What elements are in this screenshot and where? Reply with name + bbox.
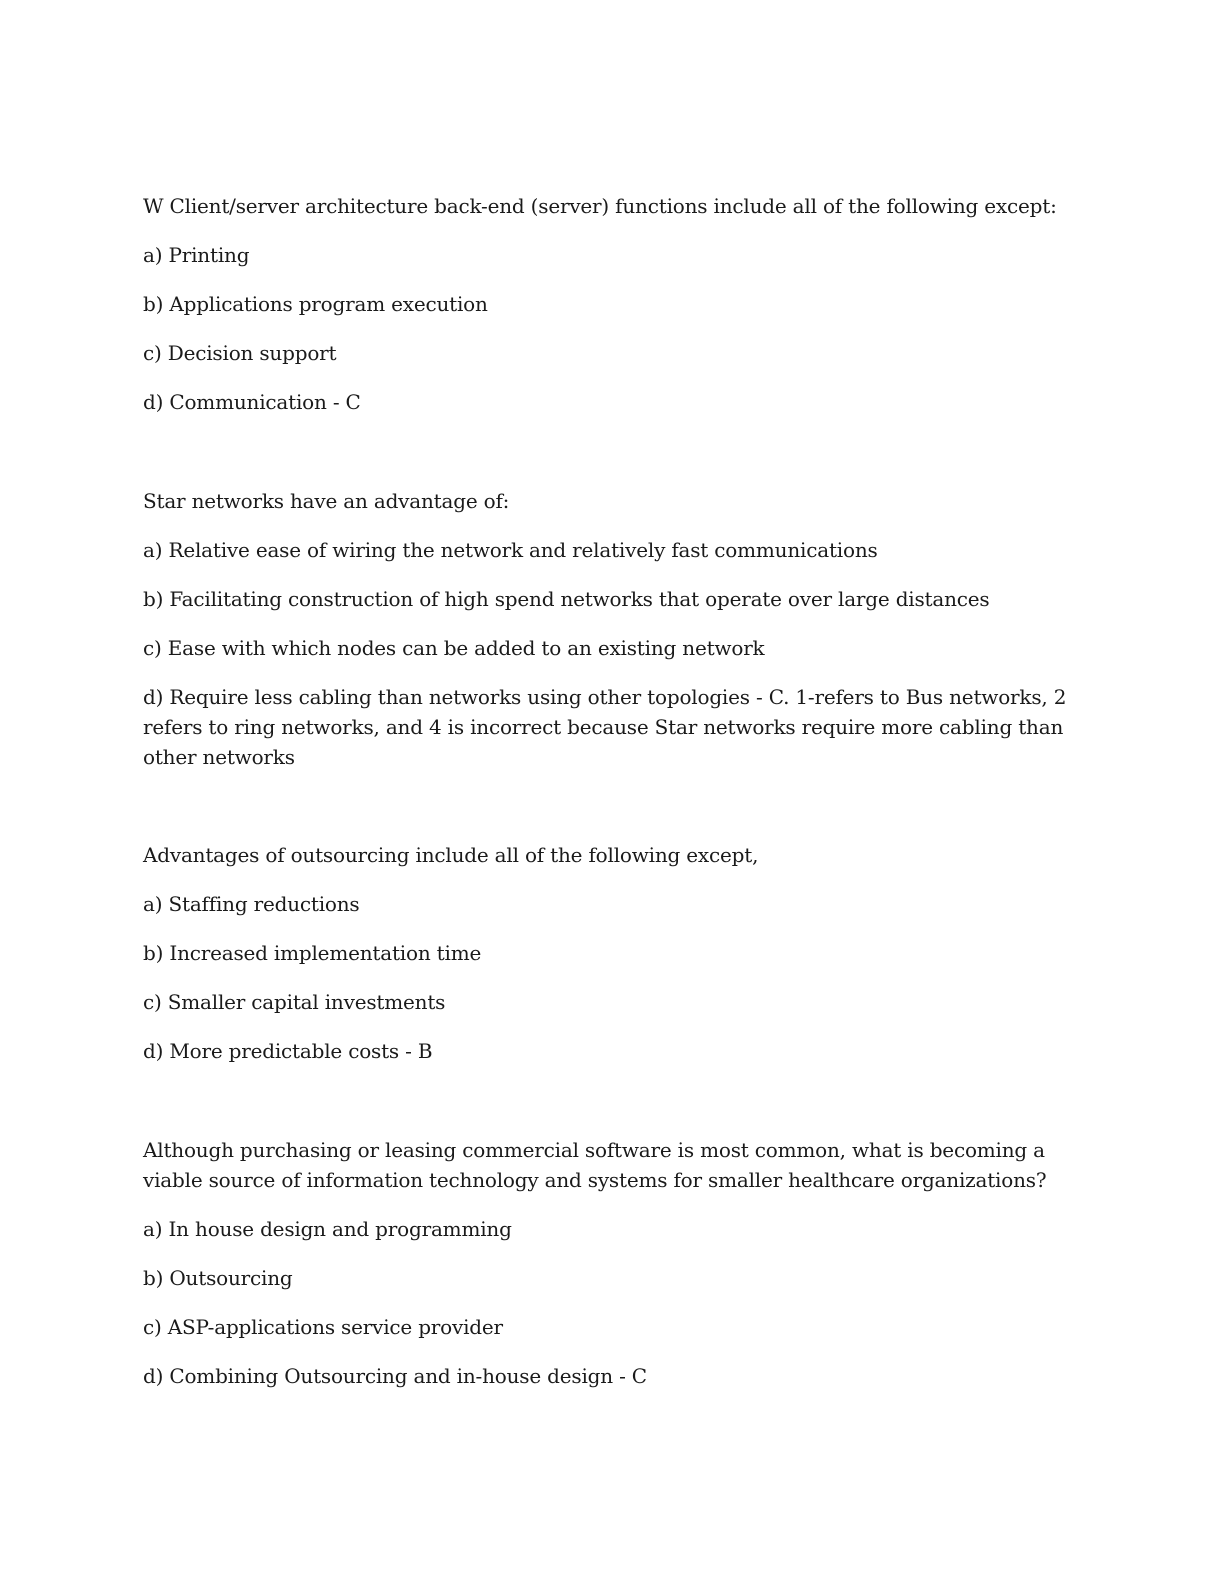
question-block-4 <box>143 1135 1073 1391</box>
answer-option-a: a) Relative ease of wiring the network and relatively fast communications <box>143 538 878 562</box>
answer-option-a: a) Printing <box>143 243 250 267</box>
answer-option-b: b) Facilitating construction of high spend networks that operate over large distances <box>143 587 990 611</box>
question-text: Advantages of outsourcing include all of the following except, <box>143 843 759 867</box>
answer-option-c: c) ASP-applications service provider <box>143 1315 503 1339</box>
answer-option-a: a) In house design and programming <box>143 1217 512 1241</box>
answer-option-d: d) Require less cabling than networks using other topologies - C. 1-refers to Bus networks, 2 refers to ring networks, and 4 is incorrect because Star networks require more cabling than other networks <box>143 685 1067 769</box>
answer-option-d: d) More predictable costs - B <box>143 1039 433 1063</box>
answer-option-d: d) Communication - C <box>143 390 361 414</box>
answer-option-a: a) Staffing reductions <box>143 892 360 916</box>
question-block-2 <box>143 486 1073 772</box>
answer-option-b: b) Applications program execution <box>143 292 488 316</box>
answer-option-c: c) Ease with which nodes can be added to an existing network <box>143 636 765 660</box>
answer-option-b: b) Increased implementation time <box>143 941 482 965</box>
answer-option-c: c) Decision support <box>143 341 337 365</box>
answer-option-d: d) Combining Outsourcing and in-house design - C <box>143 1364 647 1388</box>
question-text: W Client/server architecture back-end (server) functions include all of the following except: <box>143 194 1057 218</box>
question-text: Although purchasing or leasing commercial software is most common, what is becoming a viable source of information technology and systems for smaller healthcare organizations? <box>143 1138 1047 1192</box>
answer-option-c: c) Smaller capital investments <box>143 990 446 1014</box>
question-block-3 <box>143 840 1073 1066</box>
question-text: Star networks have an advantage of: <box>143 489 510 513</box>
question-block-1 <box>143 191 1073 417</box>
answer-option-b: b) Outsourcing <box>143 1266 293 1290</box>
